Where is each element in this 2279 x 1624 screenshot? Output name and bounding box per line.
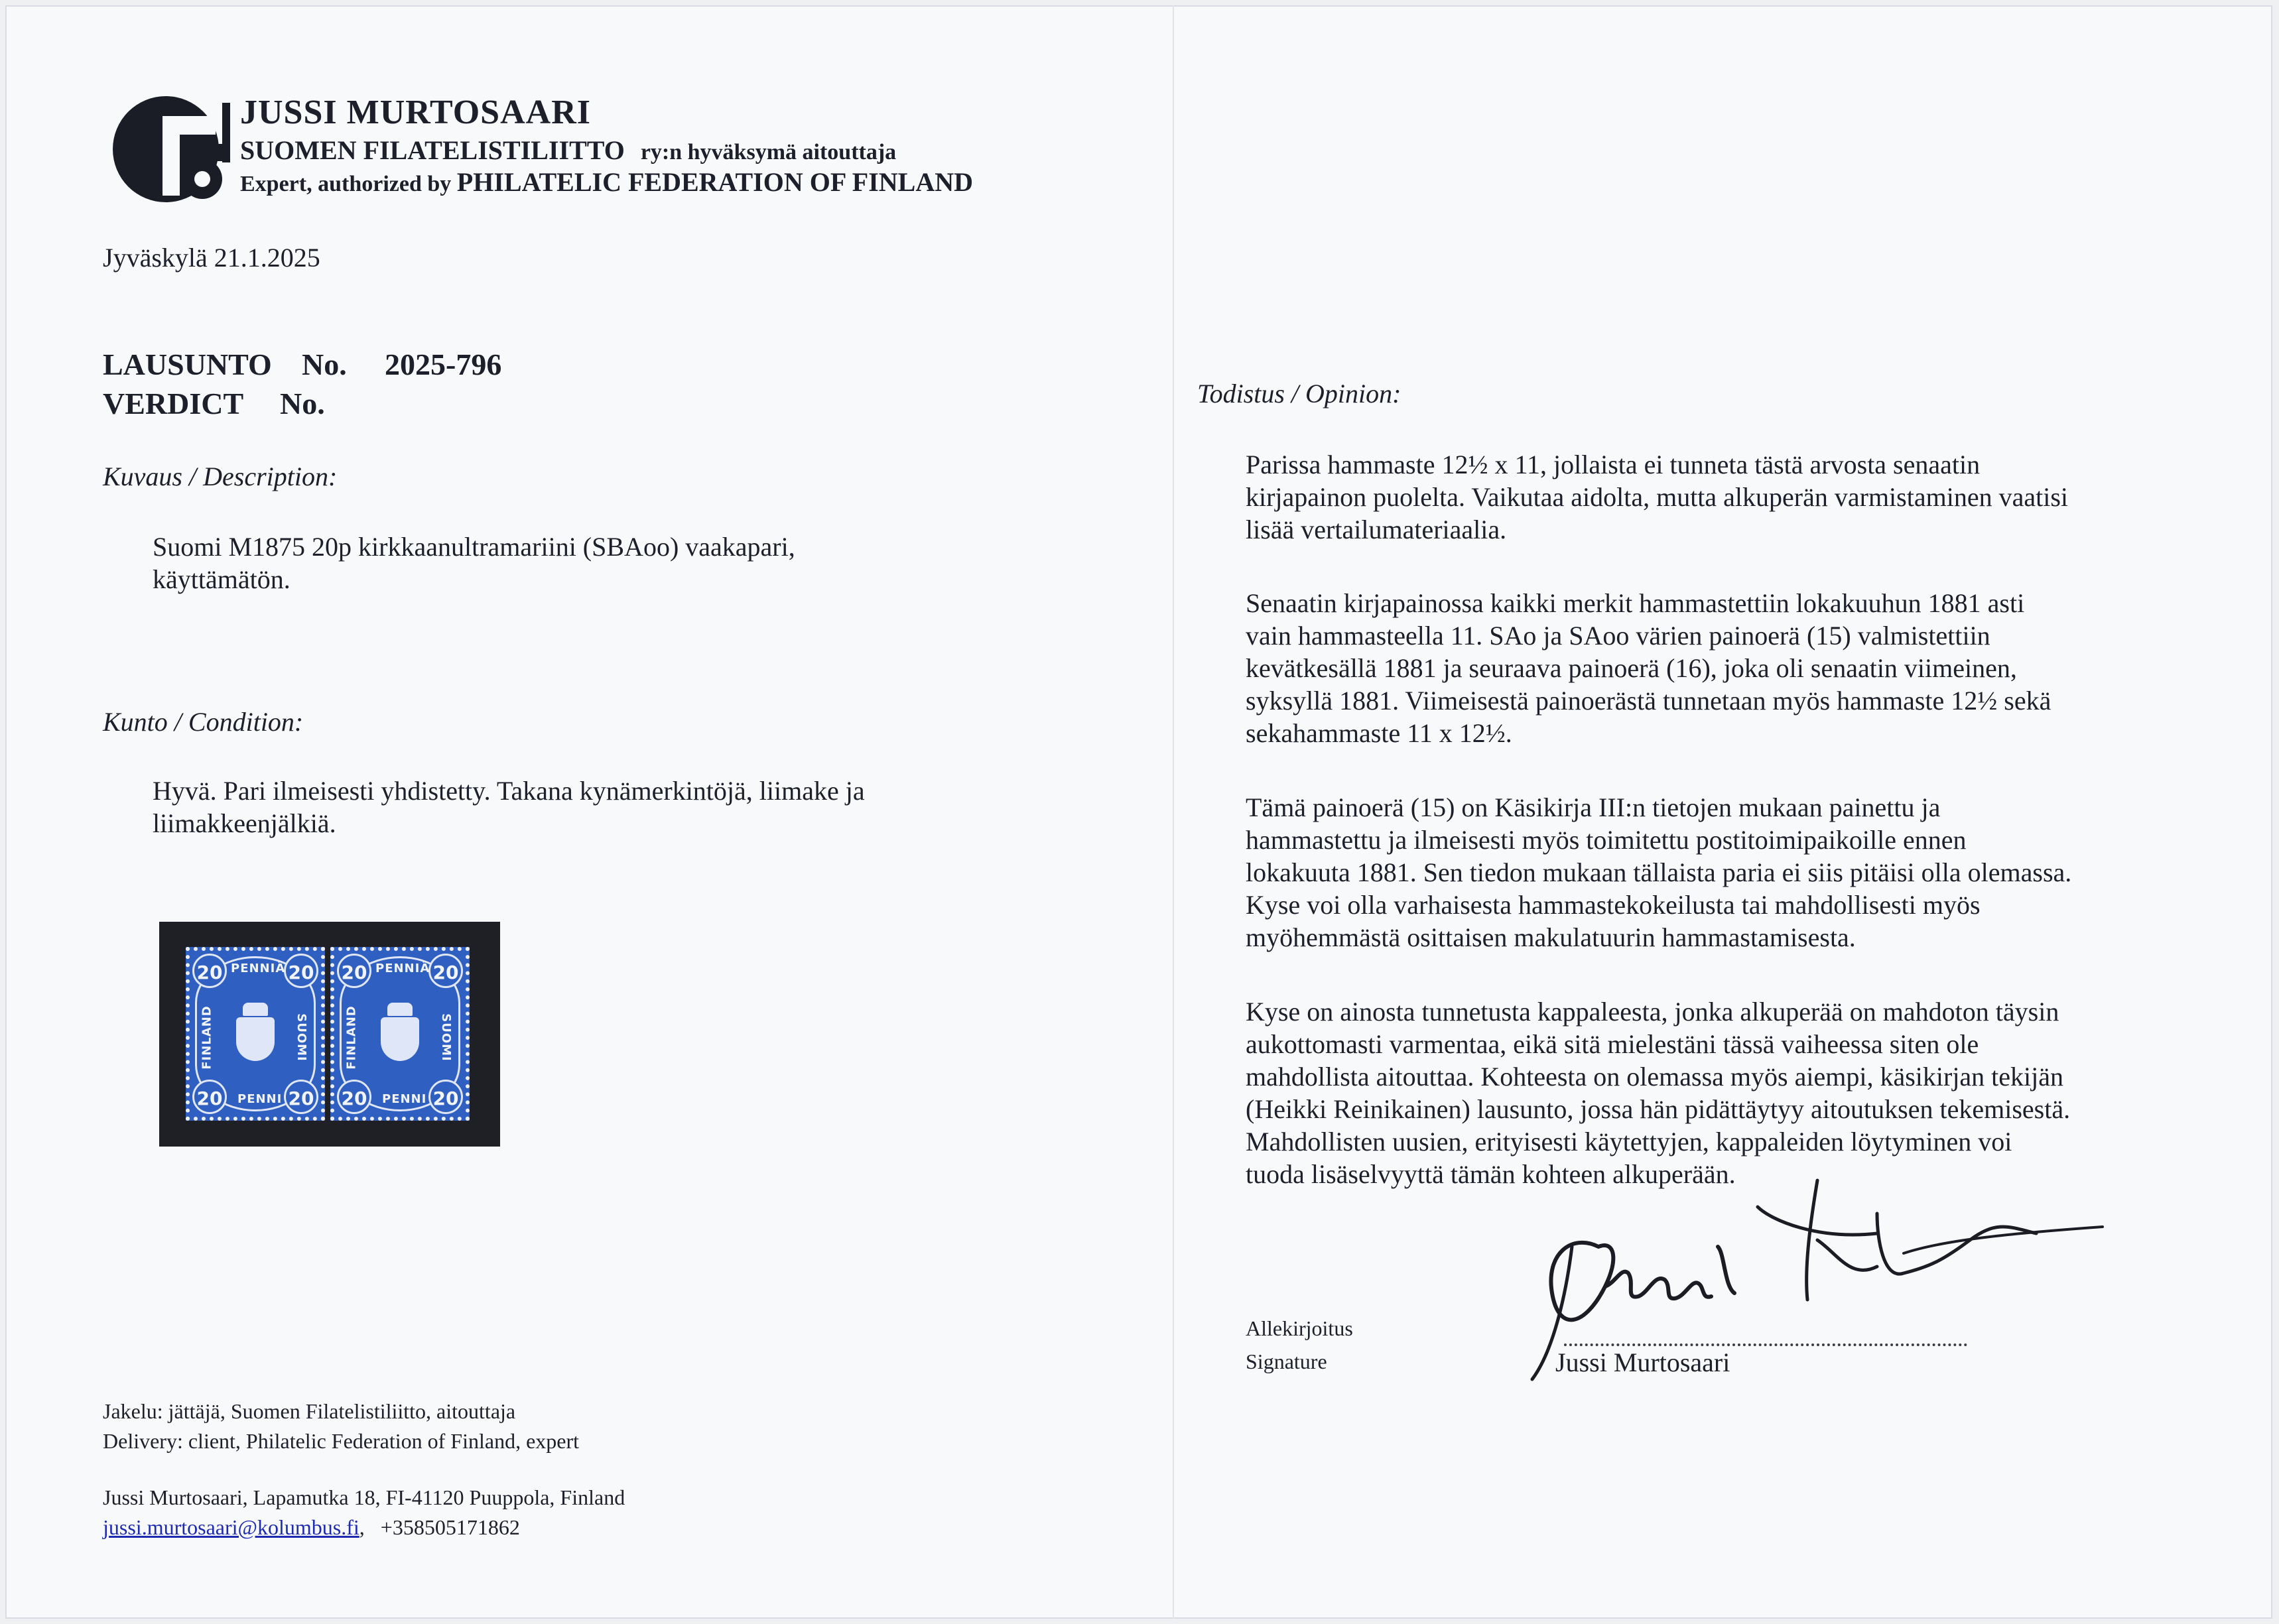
opinion-line: (Heikki Reinikainen) lausunto, jossa hän pidättäytyy aitoutuksen tekemisestä. [1246, 1094, 2071, 1124]
stamp-value: 20 [428, 954, 463, 988]
stamp-bottom-word: PENNI [382, 1092, 427, 1106]
address: Jussi Murtosaari, Lapamutka 18, FI-41120 Puuppola, Finland [103, 1485, 625, 1509]
place-date: Jyväskylä 21.1.2025 [103, 243, 320, 273]
opinion-line: Kyse on ainosta tunnetusta kappaleesta, jonka alkuperää on mahdoton täysin [1246, 997, 2059, 1027]
opinion-line: myöhemmästä osittaisen makulatuurin hammastamisesta. [1246, 922, 1856, 952]
fold-line [1173, 5, 1174, 1619]
opinion-paragraph-4 [1246, 995, 2070, 1190]
stamp-right-word: SUOMI [294, 1013, 308, 1062]
opinion-line: Senaatin kirjapainossa kaikki merkit hammastettiin lokakuuhun 1881 asti [1246, 588, 2025, 618]
condition-line: liimakkeenjälkiä. [153, 808, 336, 838]
stamp-right [330, 947, 470, 1121]
expert-org: PHILATELIC FEDERATION OF FINLAND [456, 167, 974, 197]
opinion-line: kevätkesällä 1881 ja seuraava painoerä (16), joka oli senaatin viimeinen, [1246, 653, 2017, 683]
stamp-value: 20 [428, 1080, 463, 1114]
stamp-value: 20 [192, 954, 227, 988]
verdict-no-label-en: No. [280, 387, 325, 420]
stamp-value: 20 [284, 1080, 318, 1114]
lion-shield-icon [236, 1017, 275, 1061]
stamp-value: 20 [337, 1080, 371, 1114]
opinion-line: Parissa hammaste 12½ x 11, jollaista ei tunneta tästä arvosta senaatin [1246, 450, 1981, 479]
opinion-line: syksyllä 1881. Viimeisestä painoerästä tunnetaan myös hammaste 12½ sekä [1246, 686, 2051, 716]
verdict-no-label: No. [302, 347, 347, 381]
approved-text: ry:n hyväksymä aitouttaja [640, 140, 897, 164]
opinion-line: Tämä painoerä (15) on Käsikirja III:n tietojen mukaan painettu ja [1246, 792, 1941, 822]
condition-line: Hyvä. Pari ilmeisesti yhdistetty. Takana kynämerkintöjä, liimake ja [153, 776, 865, 806]
signature-label-en: Signature [1246, 1349, 1327, 1373]
opinion-paragraph-2 [1246, 587, 2051, 749]
opinion-line: aukottomasti varmentaa, eikä sitä mielestäni tässä vaiheessa siten ole [1246, 1029, 1979, 1059]
opinion-line: lokakuuta 1881. Sen tiedon mukaan tällaista paria ei siis pitäisi olla olemassa. [1246, 857, 2072, 887]
description-line: Suomi M1875 20p kirkkaanultramariini (SBAoo) vaakapari, [153, 532, 795, 562]
opinion-line: hammastettu ja ilmeisesti myös toimitettu postitoimipaikoille ennen [1246, 825, 1967, 855]
description-heading: Kuvaus / Description: [103, 462, 338, 491]
opinion-heading: Todistus / Opinion: [1197, 379, 1401, 408]
stamp-left-word: FINLAND [200, 1005, 214, 1070]
stamp-value: 20 [284, 954, 318, 988]
delivery-en: Delivery: client, Philatelic Federation of Finland, expert [103, 1429, 580, 1453]
lion-shield-icon [381, 1017, 419, 1061]
federation-line [240, 135, 896, 166]
expert-line [240, 166, 973, 198]
federation-logo-icon [109, 90, 239, 206]
signatory-name: Jussi Murtosaari [1555, 1347, 1730, 1377]
delivery-fi: Jakelu: jättäjä, Suomen Filatelistiliitto, aitouttaja [103, 1399, 516, 1423]
expert-name-heading: JUSSI MURTOSAARI [240, 94, 591, 131]
opinion-paragraph-1 [1246, 448, 2068, 546]
stamp-left [186, 947, 325, 1121]
stamp-top-word: PENNIÄ [375, 962, 430, 975]
verdict-label-fi: LAUSUNTO [103, 347, 272, 381]
stamp-value: 20 [337, 954, 371, 988]
opinion-line: sekahammaste 11 x 12½. [1246, 718, 1512, 748]
opinion-paragraph-3 [1246, 791, 2071, 954]
opinion-line: kirjapainon puolelta. Vaikutaa aidolta, mutta alkuperän varmistaminen vaatisi [1246, 482, 2068, 512]
email-link[interactable]: jussi.murtosaari@kolumbus.fi [103, 1515, 359, 1539]
signature-label-fi: Allekirjoitus [1246, 1316, 1353, 1340]
opinion-line: vain hammasteella 11. SAo ja SAoo värien painoerä (15) valmistettiin [1246, 621, 1990, 651]
verdict-label-en: VERDICT [103, 387, 244, 420]
stamp-value: 20 [192, 1080, 227, 1114]
stamp-bottom-word: PENNI [237, 1092, 283, 1106]
verdict-number: 2025-796 [385, 347, 502, 381]
phone-number: +358505171862 [380, 1515, 520, 1539]
condition-text [153, 775, 865, 840]
opinion-line: lisää vertailumateriaalia. [1246, 515, 1507, 544]
description-line: käyttämätön. [153, 564, 291, 594]
opinion-line: mahdollista aitouttaa. Kohteesta on olemassa myös aiempi, käsikirjan tekijän [1246, 1062, 2064, 1092]
opinion-line: Kyse voi olla varhaisesta hammastekokeilusta tai mahdollisesti myös [1246, 890, 1981, 920]
contact-line: jussi.murtosaari@kolumbus.fi, +358505171862 [103, 1515, 520, 1539]
opinion-line: tuoda lisäselvyyttä tämän kohteen alkuperään. [1246, 1159, 1736, 1189]
opinion-line: Mahdollisten uusien, erityisesti käytettyjen, kappaleiden löytyminen voi [1246, 1127, 2012, 1156]
stamp-pair-image [159, 922, 500, 1147]
federation-name: SUOMEN FILATELISTILIITTO [240, 135, 625, 165]
stamp-right-word: SUOMI [438, 1013, 453, 1062]
description-text [153, 531, 795, 595]
expert-prefix: Expert, authorized by [240, 172, 452, 196]
stamp-top-word: PENNIÄ [231, 962, 286, 975]
stamp-left-word: FINLAND [344, 1005, 359, 1070]
condition-heading: Kunto / Condition: [103, 707, 304, 737]
